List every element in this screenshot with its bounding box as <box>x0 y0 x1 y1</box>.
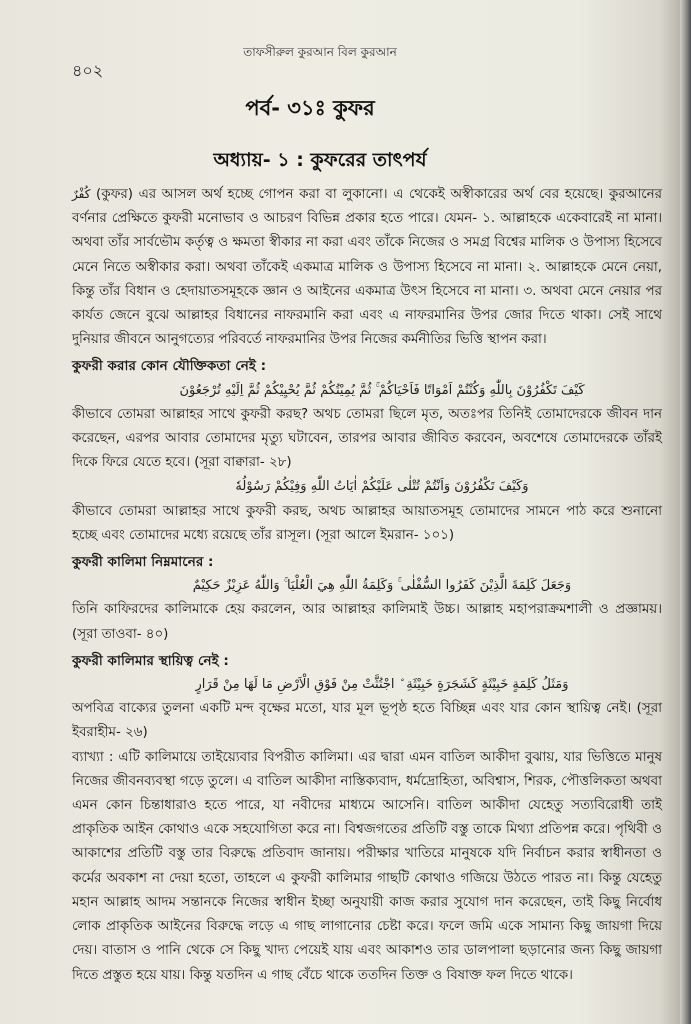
section-heading-no-permanence: কুফরী কালিমার স্থায়িত্ব নেই : <box>72 652 229 669</box>
explanation-paragraph: ব্যাখ্যা : এটি কালিমায়ে তাইয়্যেবার বিপরীত কালিমা। এর দ্বারা এমন বাতিল আকীদা বুঝায়, যার ভিত্তিতে মানুষ নিজের জীবনব্যবস্থা গড়ে তুলে। এ বাতিল আকীদা নাস্তিক্যবাদ, ধর্মদ্রোহিতা, অবিশ্বাস, শিরক, পৌত্তলিকতা অথবা এমন কোন চিন্তাধারাও হতে পারে, যা নবীদের মাধ্যমে আসেনি। বাতিল আকীদা যেহেতু সত্যবিরোধী তাই প্রাকৃতিক আইন কোথাও একে সহযোগিতা করে না। বিশ্বজগতের প্রতিটি বস্তু তাকে মিথ্যা প্রতিপন্ন করে। পৃথিবী ও আকাশের প্রতিটি বস্তু তার বিরুদ্ধে প্রতিবাদ জানায়। পরীক্ষার খাতিরে মানুষকে যদি নির্বাচন করার স্বাধীনতা ও কর্মের অবকাশ না দেয়া হতো, তাহলে এ কুফরী কালিমার গাছটি কোথাও গজিয়ে উঠতে পারত না। কিন্তু যেহেতু মহান আল্লাহ আদম সন্তানকে নিজের স্বাধীন ইচ্ছা অনুযায়ী কাজ করার সুযোগ দান করেছেন, তাই কিছু নির্বোধ লোক প্রাকৃতিক আইনের বিরুদ্ধে লড়ে এ গাছ লাগানোর চেষ্টা করে। ফলে জমি একে সামান্য কিছু জায়গা দিয়ে দেয়। বাতাস ও পানি থেকে সে কিছু খাদ্য পেয়েই যায় এবং আকাশও তার ডালপালা ছড়ানোর জন্য কিছু জায়গা দিতে প্রস্তুত হয়ে যায়। কিন্তু যতদিন এ গাছ বেঁচে থাকে ততদিন তিক্ত ও বিষাক্ত ফল দিতে থাকে। <box>72 749 662 983</box>
page-body <box>72 182 662 988</box>
chapter-title: অধ্যায়- ১ : কুফরের তাৎপর্য <box>213 149 427 171</box>
running-head: তাফসীরুল কুরআন বিল কুরআন <box>243 45 397 59</box>
page-number: ৪০২ <box>72 61 104 80</box>
verse-arabic-baqarah: كَيْفَ تَكْفُرُوْنَ بِاللّٰهِ وَكُنْتُمْ اَمْوَاتًا فَاَحْيَاكُمْ ۚ ثُمَّ يُمِيْتُكُمْ ثُمَّ يُحْيِيْكُمْ ثُمَّ اِلَيْهِ تُرْجَعُوْنَ <box>179 382 585 398</box>
intro-text: (কুফর) এর আসল অর্থ হচ্ছে গোপন করা বা লুকানো। এ থেকেই অস্বীকারের অর্থ বের হয়েছে। কুরআনের বর্ণনার প্রেক্ষিতে কুফরী মনোভাব ও আচরণ বিভিন্ন প্রকার হতে পারে। যেমন- ১. আল্লাহকে একেবারেই না মানা। অথবা তাঁর সার্বভৌম কর্তৃত্ব ও ক্ষমতা স্বীকার না করা এবং তাঁকে নিজের ও সমগ্র বিশ্বের মালিক ও উপাস্য হিসেবে মেনে নিতে অস্বীকার করা। অথবা তাঁকেই একমাত্র মালিক ও উপাস্য হিসেবে না মানা। ২. আল্লাহকে মেনে নেয়া, কিন্তু তাঁর বিধান ও হেদায়াতসমূহকে জ্ঞান ও আইনের একমাত্র উৎস হিসেবে না মানা। ৩. অথবা মেনে নেয়ার পর কার্যত জেনে বুঝে আল্লাহর বিধানের নাফরমানি করা এবং এ নাফরমানির উপর জোর দিতে থাকা। সেই সাথে দুনিয়ার জীবনে আনুগত্যের পরিবর্তে নাফরমানির উপর নিজের কর্মনীতির ভিত্তি স্থাপন করা। <box>72 187 662 348</box>
page-edge <box>680 0 691 1024</box>
verse-translation-baqarah: কীভাবে তোমরা আল্লাহর সাথে কুফরী করছ? অথচ তোমরা ছিলে মৃত, অতঃপর তিনিই তোমাদেরকে জীবন দান করেছেন, এরপর আবার তোমাদের মৃত্যু ঘটাবেন, তারপর আবার জীবিত করবেন, অবশেষে তোমাদেরকে তাঁরই দিকে ফিরে যেতে হবে। (সূরা বাক্বারা- ২৮) <box>72 406 662 471</box>
verse-translation-ibrahim: অপবিত্র বাক্যের তুলনা একটি মন্দ বৃক্ষের মতো, যার মূল ভূপৃষ্ঠ হতে বিচ্ছিন্ন এবং যার কোন স্থায়িত্ব নেই। (সূরা ইবরাহীম- ২৬) <box>72 701 662 741</box>
part-title: পর্ব- ৩১ঃ কুফর <box>245 96 375 120</box>
intro-arabic-word: كُفْرٌ <box>72 187 91 201</box>
verse-arabic-tawbah: وَجَعَلَ كَلِمَةَ الَّذِيْنَ كَفَرُوا السُّفْلٰى ۚ وَكَلِمَةُ اللّٰهِ هِيَ الْعُلْيَا ۚ وَاللّٰهُ عَزِيْزٌ حَكِيْمٌ <box>192 578 572 594</box>
verse-translation-tawbah: তিনি কাফিরদের কালিমাকে হেয় করলেন, আর আল্লাহর কালিমাই উচ্চ। আল্লাহ মহাপরাক্রমশালী ও প্রজ্ঞাময়। (সূরা তাওবা- ৪০) <box>72 602 662 642</box>
verse-arabic-ibrahim: وَمَثَلُ كَلِمَةٍ خَبِيْثَةٍ كَشَجَرَةٍ خَبِيْثَةِ ۨ اجْتُثَّتْ مِنْ فَوْقِ الْاَرْضِ مَا لَهَا مِنْ قَرَارٍ <box>195 677 569 693</box>
section-heading-inferior: কুফরী কালিমা নিম্নমানের : <box>72 554 214 571</box>
section-heading-no-logic: কুফরী করার কোন যৌক্তিকতা নেই : <box>72 358 267 375</box>
intro-paragraph <box>72 182 662 352</box>
verse-arabic-al-imran: وَكَيْفَ تَكْفُرُوْنَ وَاَنْتُمْ تُتْلٰى عَلَيْكُمْ اٰيَاتُ اللّٰهِ وَفِيْكُمْ رَسُوْلُهٗ <box>235 479 529 495</box>
verse-translation-al-imran: কীভাবে তোমরা আল্লাহর সাথে কুফরী করছ, অথচ আল্লাহর আয়াতসমূহ তোমাদের সামনে পাঠ করে শুনানো হচ্ছে এবং তোমাদের মধ্যে রয়েছে তাঁর রাসূল। (সূরা আলে ইমরান- ১০১) <box>72 503 662 543</box>
